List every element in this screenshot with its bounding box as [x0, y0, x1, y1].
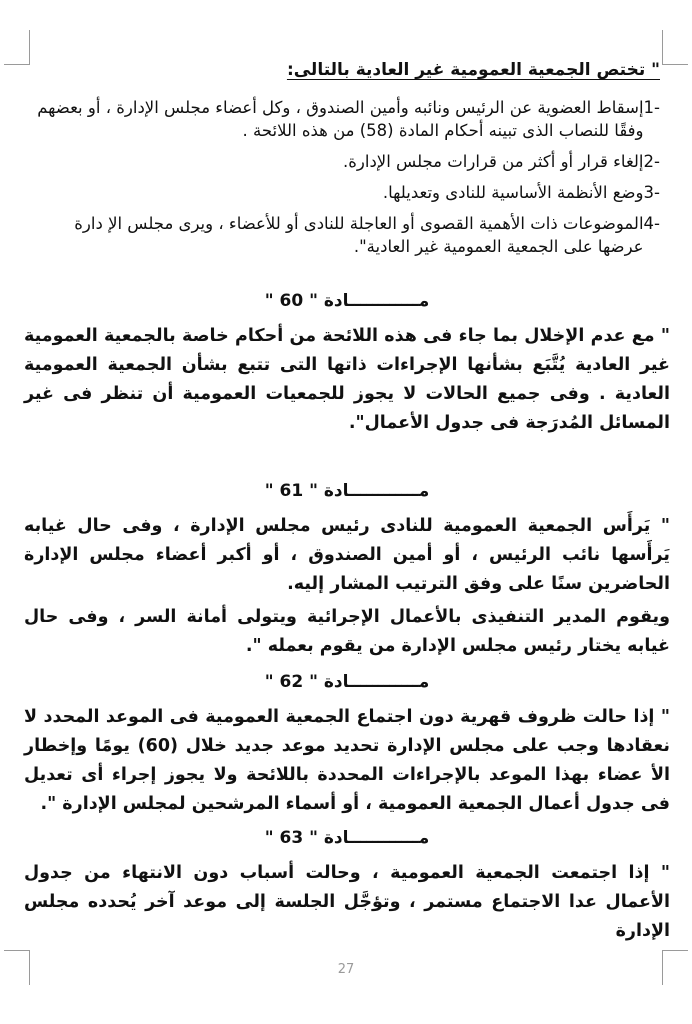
article-title: مــــــــــــادة " 63 " [264, 828, 430, 848]
numbered-list [24, 96, 670, 258]
article-paragraph: " مع عدم الإخلال بما جاء فى هذه اللائحة من أحكام خاصة بالجمعية العمومية غير العادية يُتَّبَع بشأنها الإجراءات ذاتها التى تتبع بشأن الجمعية العمومية العادية . وفى جميع الحالات لا يجوز للجمعيات العمومية أن تنظر فى غير المسائل المُدرَجة فى جدول الأعمال". [24, 326, 670, 433]
article-paragraph: " يَرأَس الجمعية العمومية للنادى رئيس مجلس الإدارة ، وفى حال غيابه يَرأَسها نائب الرئيس ، أو أمين الصندوق ، أو أكبر أعضاء مجلس الإدارة الحاضرين سنًا على وفق الترتيب المشار إليه. [24, 516, 670, 594]
article-paragraph: " إذا حالت ظروف قهرية دون اجتماع الجمعية العمومية فى الموعد المحدد لا نعقادها وجب على مجلس الإدارة تحديد موعد جديد خلال (60) يومًا وإخطار الأ عضاء بهذا الموعد بالإجراءات المحددة باللائحة ولا يجوز إجراء أى تعديل فى جدول أعمال الجمعية العمومية ، أو أسماء المرشحين لمجلس الإدارة ". [24, 707, 670, 814]
list-item [24, 150, 660, 173]
list-item [24, 96, 660, 142]
list-item-number: -4 [643, 214, 660, 233]
list-item-text: الموضوعات ذات الأهمية القصوى أو العاجلة للنادى أو للأعضاء ، ويرى مجلس الإ دارة عرضها على الجمعية العمومية غير العادية". [74, 214, 644, 256]
list-item-text: إسقاط العضوية عن الرئيس ونائبه وأمين الصندوق ، وكل أعضاء مجلس الإدارة ، أو بعضهم وفقًا للنصاب الذى تبينه أحكام المادة (58) من هذه اللائحة . [37, 98, 644, 140]
article-61 [24, 478, 670, 661]
list-item-number: -3 [643, 183, 660, 202]
page-number: 27 [337, 962, 355, 977]
list-item [24, 181, 660, 204]
article-title: مــــــــــــادة " 62 " [264, 672, 430, 692]
article-63 [24, 825, 670, 946]
article-paragraph: ويقوم المدير التنفيذى بالأعمال الإجرائية ويتولى أمانة السر ، وفى حال غيابه يختار رئيس مجلس الإدارة من يقوم بعمله ". [24, 607, 670, 656]
list-item-text: إلغاء قرار أو أكثر من قرارات مجلس الإدارة. [343, 152, 644, 171]
article-60 [24, 288, 670, 438]
article-62 [24, 669, 670, 819]
article-title: مــــــــــــادة " 60 " [264, 291, 430, 311]
article-title: مــــــــــــادة " 61 " [264, 481, 430, 501]
document-page [24, 58, 670, 958]
intro-heading: " تختص الجمعية العمومية غير العادية بالتالى: [286, 60, 660, 80]
list-item-text: وضع الأنظمة الأساسية للنادى وتعديلها. [382, 183, 644, 202]
list-item-number: -1 [643, 98, 660, 117]
list-item-number: -2 [643, 152, 660, 171]
article-paragraph: " إذا اجتمعت الجمعية العمومية ، وحالت أسباب دون الانتهاء من جدول الأعمال عدا الاجتماع مستمر ، وتؤجَّل الجلسة إلى موعد آخر يُحدده مجلس الإدارة [24, 863, 670, 941]
list-item [24, 212, 660, 258]
